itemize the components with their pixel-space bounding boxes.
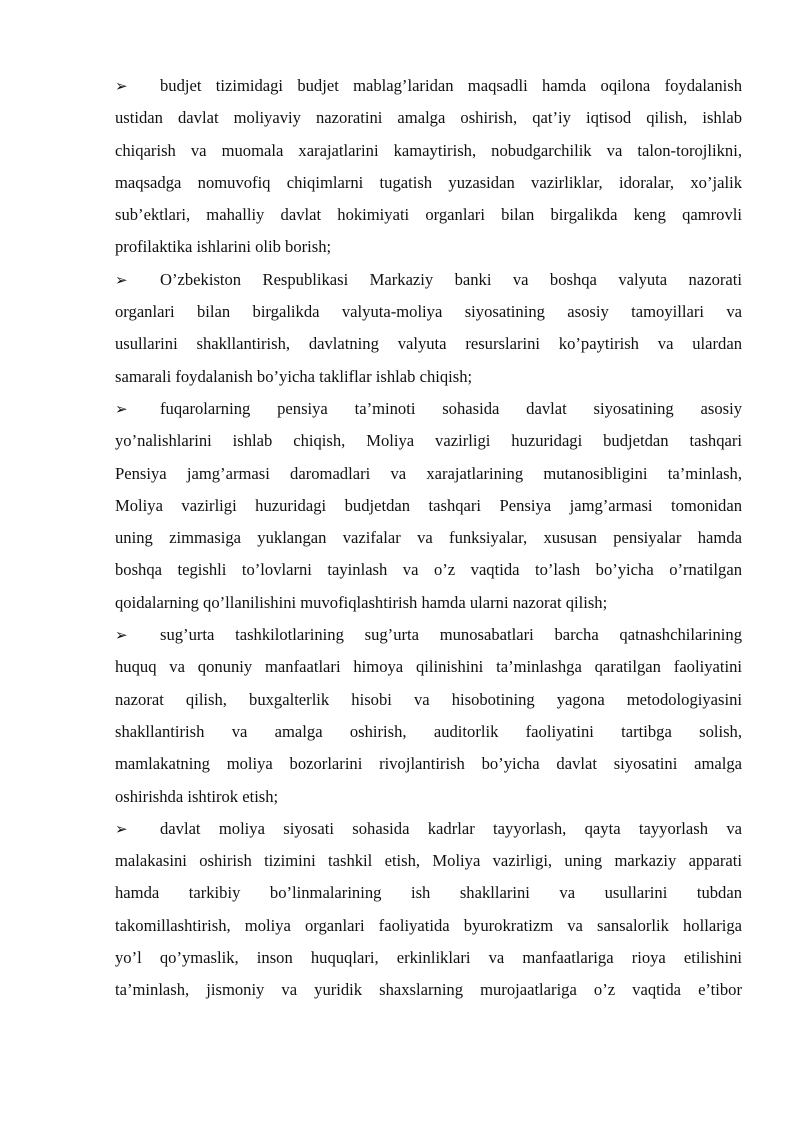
paragraph-line: Moliya vazirligi huzuridagi budjetdan tashqari Pensiya jamg’armasi tomonidan	[115, 495, 742, 515]
paragraph-line: nazorat qilish, buxgalterlik hisobi va hisobotining yagona metodologiyasini	[115, 689, 742, 709]
paragraph-line: yo’nalishlarini ishlab chiqish, Moliya vazirligi huzuridagi budjetdan tashqari	[115, 431, 742, 451]
paragraph-line: ustidan davlat moliyaviy nazoratini amalga oshirish, qat’iy iqtisod qilish, ishlab	[115, 108, 742, 128]
list-item-first-line	[115, 264, 742, 296]
paragraph-line: chiqarish va muomala xarajatlarini kamaytirish, nobudgarchilik va talon-torojlikni,	[115, 140, 742, 160]
paragraph-line: boshqa tegishli to’lovlarni tayinlash va o’z vaqtida to’lash bo’yicha o’rnatilgan	[115, 560, 742, 580]
list-item	[115, 813, 742, 1007]
paragraph-line: samarali foydalanish bo’yicha takliflar ishlab chiqish;	[115, 366, 473, 386]
arrow-bullet-icon: ➢	[115, 626, 128, 645]
paragraph-line: malakasini oshirish tizimini tashkil etish, Moliya vazirligi, uning markaziy apparati	[115, 851, 742, 871]
paragraph-line: fuqarolarning pensiya ta’minoti sohasida davlat siyosatining asosiy	[160, 398, 742, 418]
list-item	[115, 264, 742, 393]
paragraph-line: profilaktika ishlarini olib borish;	[115, 237, 332, 257]
paragraph-line: Pensiya jamg’armasi daromadlari va xarajatlarining mutanosibligini ta’minlash,	[115, 463, 742, 483]
arrow-bullet-icon: ➢	[115, 270, 128, 289]
document-page	[115, 70, 742, 1007]
list-item-first-line	[115, 619, 742, 651]
list-item-first-line	[115, 70, 742, 102]
paragraph-line: oshirishda ishtirok etish;	[115, 786, 279, 806]
paragraph-line: yo’l qo’ymaslik, inson huquqlari, erkinliklari va manfaatlariga rioya etilishini	[115, 948, 742, 968]
list-item-first-line	[115, 393, 742, 425]
paragraph-line: uning zimmasiga yuklangan vazifalar va funksiyalar, xususan pensiyalar hamda	[115, 528, 742, 548]
list-item-first-line	[115, 813, 742, 845]
bullet-list	[115, 70, 742, 1007]
arrow-bullet-icon: ➢	[115, 819, 128, 838]
list-item	[115, 70, 742, 264]
paragraph-line: sub’ektlari, mahalliy davlat hokimiyati organlari bilan birgalikda keng qamrovli	[115, 205, 742, 225]
paragraph-line: sug’urta tashkilotlarining sug’urta munosabatlari barcha qatnashchilarining	[160, 625, 742, 645]
paragraph-line: mamlakatning moliya bozorlarini rivojlantirish bo’yicha davlat siyosatini amalga	[115, 754, 742, 774]
list-item	[115, 619, 742, 813]
paragraph-line: ta’minlash, jismoniy va yuridik shaxslarning murojaatlariga o’z vaqtida e’tibor	[115, 980, 742, 1000]
list-item	[115, 393, 742, 619]
arrow-bullet-icon: ➢	[115, 77, 128, 95]
paragraph-line: budjet tizimidagi budjet mablag’laridan maqsadli hamda oqilona foydalanish	[160, 76, 742, 95]
paragraph-line: takomillashtirish, moliya organlari faoliyatida byurokratizm va sansalorlik hollariga	[115, 915, 742, 935]
paragraph-line: hamda tarkibiy bo’linmalarining ish shakllarini va usullarini tubdan	[115, 883, 742, 903]
arrow-bullet-icon: ➢	[115, 399, 128, 418]
paragraph-line: usullarini shakllantirish, davlatning valyuta resurslarini ko’paytirish va ulardan	[115, 334, 742, 354]
paragraph-line: qoidalarning qo’llanilishini muvofiqlashtirish hamda ularni nazorat qilish;	[115, 592, 608, 612]
paragraph-line: O’zbekiston Respublikasi Markaziy banki va boshqa valyuta nazorati	[160, 269, 742, 289]
paragraph-line: shakllantirish va amalga oshirish, auditorlik faoliyatini tartibga solish,	[115, 721, 742, 741]
paragraph-line: maqsadga nomuvofiq chiqimlarni tugatish yuzasidan vazirliklar, idoralar, xo’jalik	[115, 172, 742, 192]
paragraph-line: huquq va qonuniy manfaatlari himoya qilinishini ta’minlashga qaratilgan faoliyatini	[115, 657, 742, 677]
paragraph-line: davlat moliya siyosati sohasida kadrlar tayyorlash, qayta tayyorlash va	[160, 818, 742, 838]
paragraph-line: organlari bilan birgalikda valyuta-moliya siyosatining asosiy tamoyillari va	[115, 302, 742, 322]
